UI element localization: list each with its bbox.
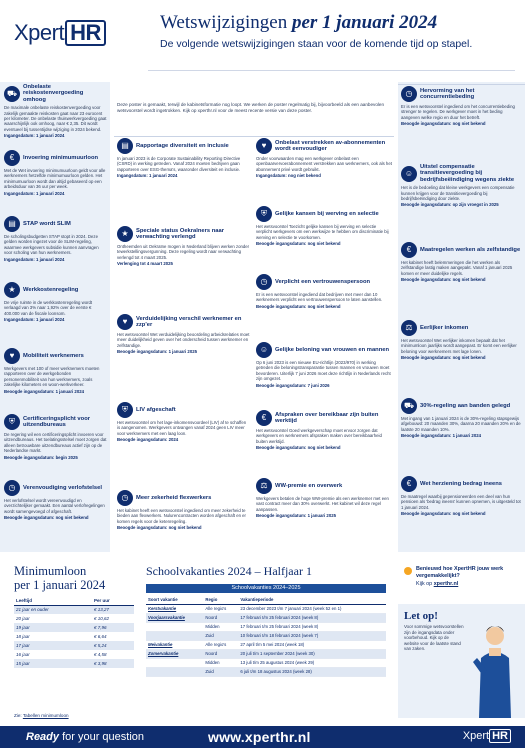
tagline-em: Ready (26, 731, 60, 743)
footer-logo-hr: HR (489, 729, 511, 743)
section-divider (114, 136, 394, 137)
logo-text: Xpert (14, 20, 65, 45)
region-cell: Zuid (203, 667, 238, 676)
card-header (117, 226, 250, 242)
clock-icon: ◷ (117, 490, 133, 506)
info-card (117, 402, 250, 486)
card-text: Met ingang van 1 januari 2024 is de 30%-regeling stapsgewijs afgebouwd: 20 maanden 30%, daarna 20 maanden 20% en de laatste 20 maanden 10%. (401, 416, 521, 432)
card-text: Het wetsvoorstel om het lage-inkomensvoordeel (LIV) af te schaffen is aangenomen. Werkgevers ontvangen vanaf 2024 geen LIV meer voor werknemers met een laag loon. (117, 420, 247, 436)
info-card (256, 478, 392, 542)
card-text: Het wetsvoorstel Goed werkgeverschap moet ervoor zorgen dat werkgevers en werknemers afspraken maken over bereikbaarheid buiten werktijd. (256, 428, 382, 444)
chart-icon: ▤ (4, 216, 20, 232)
rate-cell: € 4,58 (94, 652, 107, 657)
table-row (14, 623, 134, 632)
section-divider (398, 84, 525, 85)
card-header (256, 410, 392, 426)
age-cell: 18 jaar (16, 634, 30, 639)
card-text: Werkgevers betalen de hoge WW-premie als een werknemer met een vast contract meer dan 30% overwerkt. Het kabinet wil deze regel aanpassen. (256, 496, 389, 512)
card-header (117, 490, 250, 506)
header-rate: Per uur (92, 596, 134, 605)
age-cell: 20 jaar (16, 616, 30, 621)
card-header (117, 138, 250, 154)
vacation-type-cell[interactable]: Meivakantie (146, 640, 203, 649)
card-header (4, 216, 107, 232)
card-header (4, 480, 107, 496)
table-row (146, 667, 386, 676)
period-cell: 23 december 2023 t/m 7 januari 2024 (week 52 en 1) (238, 604, 386, 613)
promo-box (398, 560, 525, 600)
euro-icon: € (256, 410, 272, 426)
card-title: Onbelaste reiskostenvergoeding omhoog (23, 84, 84, 103)
page-subtitle: De volgende wetswijzigingen staan voor de komende tijd op stapel. (160, 38, 473, 50)
promo-question: Benieuwd hoe XpertHR jouw werk vergemakkelijkt? (416, 566, 504, 579)
kijk-label: Kijk op (416, 581, 434, 587)
info-card (4, 282, 107, 344)
rate-cell: € 6,64 (94, 634, 107, 639)
card-title: WW-premie en overwerk (275, 482, 343, 489)
coin-icon: € (401, 476, 417, 492)
card-header (117, 402, 250, 418)
shield-icon: ⛨ (4, 414, 20, 430)
minimumloon-title-2: per 1 januari 2024 (14, 578, 106, 592)
footer (0, 726, 525, 748)
card-header (401, 164, 521, 183)
car-icon: ⛟ (4, 86, 20, 102)
card-header (401, 320, 521, 336)
card-header (256, 274, 392, 290)
card-title: STAP wordt SLIM (23, 220, 71, 227)
card-header (256, 206, 392, 222)
thumbs-icon: ♥ (256, 138, 272, 154)
card-date: Beoogde ingangsdatum: 1 januari 2025 (117, 349, 197, 355)
card-title: Uitstel compensatie transitievergoeding bij bedrijfsbeëindiging wegens ziekte (420, 164, 515, 183)
info-card (401, 320, 521, 394)
clock-icon: ◷ (401, 86, 417, 102)
table-header-row (14, 596, 134, 605)
page-title (160, 12, 437, 34)
card-date: Beoogde ingangsdatum: nog niet bekend (401, 277, 486, 283)
footer-url-link[interactable]: www.xperthr.nl (208, 729, 311, 745)
card-text: Het wetsvoorstel Wet verduidelijking beoordeling arbeidsrelaties moet meer duidelijkheid geven over het onderscheid tussen werknemer en zelfstandige. (117, 332, 250, 348)
kijk-link[interactable]: xperthr.nl (433, 581, 459, 587)
minimumloon-link[interactable] (14, 713, 69, 718)
card-date: Beoogde ingangsdatum: 1 januari 2024 (401, 433, 481, 439)
card-header (401, 242, 521, 258)
table-row (14, 614, 134, 623)
link-text[interactable]: Tabellen minimumloon (22, 713, 69, 718)
region-cell: Midden (203, 658, 238, 667)
card-date: Verlenging tot 4 maart 2025 (117, 261, 173, 267)
card-date: Ingangsdatum: 1 januari 2024 (4, 317, 65, 323)
letop-text: Voor sommige wetsvoorstellen zijn de ingangsdata onder voorbehoud. Kijk op de website voor de laatste stand van zaken. (404, 624, 464, 652)
logo-hr-box: HR (65, 20, 106, 46)
card-title: Maatregelen werken als zelfstandige (420, 246, 521, 253)
info-card (117, 226, 250, 310)
header-type: Soort vakantie (146, 595, 203, 604)
rate-cell: € 5,24 (92, 641, 134, 650)
card-title: Hervorming van het concurrentiebeding (420, 87, 475, 100)
footer-logo-text: Xpert (462, 730, 490, 742)
card-text: De maximale onbelaste reiskostenvergoeding voor zakelijk gemaakte reiskosten gaat naar 23 eurocent per kilometer. De onbelaste thuiswerkvergoeding gaat waarschijnlijk ook omhoog, naar € 2,35. Dit wordt eventueel bij tussentijdse wijziging in 2024 bekend. (4, 105, 107, 132)
info-card (401, 476, 521, 550)
card-header (4, 414, 107, 430)
badge-icon: ★ (117, 226, 133, 242)
info-card (4, 216, 107, 278)
badge-icon: ★ (4, 282, 20, 298)
card-date: Beoogde ingangsdatum: nog niet bekend (4, 515, 89, 521)
info-card (401, 164, 521, 238)
card-date: Ingangsdatum: 1 januari 2024 (4, 133, 65, 139)
card-title: Gelijke kansen bij werving en selectie (275, 210, 379, 217)
header-period: Vakantieperiode (238, 595, 386, 604)
age-cell: 15 jaar (14, 659, 92, 668)
info-card (256, 410, 392, 474)
info-card (401, 398, 521, 472)
clock-icon: ◷ (4, 480, 20, 496)
info-card (256, 274, 392, 338)
card-title: Onbelast verstrekken av-abonnementen wordt eenvoudiger (275, 139, 386, 152)
person-illustration-icon (469, 618, 519, 718)
card-title: Certificeringsplicht voor uitzendbureaus (23, 415, 90, 428)
info-card (4, 480, 107, 542)
rate-cell: € 3,98 (92, 659, 134, 668)
shield-icon: ⛨ (117, 402, 133, 418)
card-title: Speciale status Oekraïners naar verwachting verlengd (136, 227, 224, 240)
card-text: Ontheemden uit Oekraïne mogen in Nederland blijven werken zonder tewerkstellingsvergunning. Deze regeling wordt naar verwachting verlengd tot 4 maart 2025. (117, 244, 250, 260)
header-age: Leeftijd (14, 596, 92, 605)
info-card (401, 242, 521, 316)
car-icon: ⛟ (401, 398, 417, 414)
vacation-type-cell[interactable]: Zomervakantie (146, 649, 203, 658)
header (0, 0, 525, 82)
minimumloon-title-1: Minimumloon (14, 564, 87, 578)
table-row (146, 622, 386, 631)
rate-cell: € 10,62 (94, 616, 110, 621)
region-cell: Noord (203, 613, 238, 622)
card-date: Ingangsdatum: 1 januari 2024 (4, 190, 65, 196)
region-cell: Alle regio's (203, 640, 238, 649)
info-card (4, 84, 107, 146)
vacation-type-cell[interactable]: Voorjaarsvakantie (146, 613, 203, 622)
card-title: Mobiliteit werknemers (23, 352, 84, 359)
card-title: Meer zekerheid flexwerkers (136, 494, 212, 501)
info-card (401, 86, 521, 160)
xperthr-logo[interactable] (14, 20, 106, 46)
link-prefix: Zie: (14, 713, 23, 718)
region-cell: Midden (203, 622, 238, 631)
person-icon: ☺ (401, 166, 417, 182)
gavel-icon: ⚖ (401, 320, 417, 336)
card-date: Beoogde ingangsdatum: nog niet bekend (256, 241, 341, 247)
card-header (256, 478, 392, 494)
age-cell: 17 jaar (14, 641, 92, 650)
card-title: Wet herziening bedrag ineens (420, 480, 503, 487)
table-row (146, 640, 386, 649)
period-cell: 20 juli t/m 1 september 2024 (week 30) (238, 649, 386, 658)
header-divider (148, 70, 515, 71)
card-date: Beoogde ingangsdatum: 2024 (117, 437, 179, 443)
card-text: Werkgevers met 100 of meer werknemers moeten rapporteren over de werkgebonden personenmobiliteit van hun werknemers, zoals zakelijke kilometers en woon-werkverkeer. (4, 366, 100, 388)
card-title: Eerlijker inkomen (420, 324, 469, 331)
info-card (256, 342, 392, 406)
header-region: Regio (203, 595, 238, 604)
table-row (14, 659, 134, 668)
period-cell: 17 februari t/m 25 februari 2024 (week 8) (238, 622, 386, 631)
card-text: Het is de bedoeling dat kleine werkgevers een compensatie kunnen krijgen voor de transitievergoeding bij bedrijfsbeëindiging door ziekte. (401, 185, 515, 202)
vacation-type-cell[interactable] (146, 631, 203, 640)
minimumloon-title (14, 564, 105, 592)
shield-icon: ⛨ (256, 206, 272, 222)
card-date: Beoogde ingangsdatum: nog niet bekend (256, 445, 341, 451)
card-date: Beoogde ingangsdatum: 1 januari 2024 (4, 388, 84, 394)
card-text: Onder voorwaarden mag een werkgever onbelast een openbaarvervoerabonnement verstrekken aan werknemers, ook als het abonnement privé wordt gebruikt. (256, 156, 392, 172)
thumbs-icon: ♥ (4, 348, 20, 364)
schoolvakanties-title: Schoolvakanties 2024 – Halfjaar 1 (146, 564, 312, 578)
info-card (117, 138, 250, 222)
card-header (401, 398, 521, 414)
region-cell: Noord (203, 649, 238, 658)
card-text: Het wetsvoorstel Wet eerlijker inkomen bepaalt dat het minimumloon jaarlijks wordt aangepast. Er komt een eerlijker beloning voor werknemers met lage lonen. (401, 338, 517, 354)
card-date: Beoogde ingangsdatum: nog niet bekend (401, 121, 486, 127)
card-text: Er is een wetsvoorstel ingediend dat bedrijven met meer dan 10 werknemers verplicht een vertrouwenspersoon te laten aanstellen. (256, 292, 383, 303)
card-date: Beoogde ingangsdatum: nog niet bekend (256, 303, 341, 309)
card-text: Met de Wet invoering minimumuurloon geldt voor alle werknemers hetzelfde minimumuurloon gelden. Het minimumuurloon wordt dan altijd gebaseerd op een arbeidsduur van 36 uur per week. (4, 168, 106, 190)
clock-icon: ◷ (256, 274, 272, 290)
card-title: Verduidelijking verschil werknemer en zzp'er (136, 315, 242, 328)
card-header (4, 84, 107, 103)
card-header (4, 282, 107, 298)
vacation-type-cell[interactable] (146, 658, 203, 667)
info-card (256, 138, 392, 202)
region-cell: Alle regio's (203, 604, 238, 613)
card-date: Ingangsdatum: 1 januari 2024 (117, 173, 178, 179)
card-date: Beoogde ingangsdatum: 7 juni 2026 (256, 382, 330, 388)
info-card (4, 150, 107, 212)
period-cell: 17 februari t/m 25 februari 2024 (week 8) (238, 613, 386, 622)
card-text: Het kabinet heeft een wetsvoorstel ingediend om meer zekerheid te bieden aan flexwerkers. Nulurencontracten worden afgeschaft en er komen regels voor de ketenregeling. (117, 508, 246, 524)
card-header (256, 138, 392, 154)
vacation-type-cell[interactable] (146, 622, 203, 631)
vacation-type-cell[interactable] (146, 667, 203, 676)
region-cell: Zuid (203, 631, 238, 640)
card-text: Op 6 juni 2023 is een nieuwe EU-richtlijn (2023/970) in werking getreden die beloningstransparantie tussen mannen en vrouwen moet bevorderen. Uiterlijk 7 juni 2026 moet deze richtlijn in Nederlands recht zijn omgezet. (256, 360, 391, 382)
coin-icon: € (4, 150, 20, 166)
period-cell: 13 juli t/m 25 augustus 2024 (week 29) (238, 658, 386, 667)
promo-kijk[interactable] (416, 581, 458, 587)
gavel-icon: ⚖ (256, 478, 272, 494)
card-header (401, 86, 521, 102)
card-title: Rapportage diversiteit en inclusie (136, 142, 229, 149)
info-card (117, 314, 250, 398)
age-cell: 16 jaar (16, 652, 30, 657)
card-header (4, 150, 107, 166)
card-title: Invoering minimumuurloon (23, 154, 99, 161)
card-date: Beoogde ingangsdatum: op zijn vroegst in 2025 (401, 202, 499, 208)
euro-icon: € (401, 242, 417, 258)
card-header (4, 348, 107, 364)
letop-title: Let op! (404, 610, 438, 622)
card-date: Beoogde ingangsdatum: 1 januari 2025 (256, 513, 336, 519)
card-title: Verenvoudiging verlofstelsel (23, 484, 102, 491)
card-text: Het wetsvoorstel Toezicht gelijke kansen bij werving en selectie verplicht werkgevers om een werkwijze te hebben om discriminatie bij werving en selectie te voorkomen. (256, 224, 389, 240)
card-text: De scholingsbudgetten STAP stopt in 2024. Deze gelden worden ingezet voor de SLIM-regeling, waarmee werkgevers subsidie kunnen aanvragen voor scholing van hun werknemers. (4, 234, 99, 256)
card-date: Beoogde ingangsdatum: nog niet bekend (401, 355, 486, 361)
card-text: In januari 2023 is de Corporate Sustainability Reporting Directive (CSRD) in werking getreden. Vanaf 2024 moeten bedrijven gaan rapporteren over ESG-thema's, waaronder diversiteit en inclusie. (117, 156, 241, 172)
card-title: Verplicht een vertrouwenspersoon (275, 278, 371, 285)
info-card (256, 206, 392, 270)
thumbs-icon: ♥ (117, 314, 133, 330)
period-cell: 6 juli t/m 18 augustus 2024 (week 28) (238, 667, 386, 676)
table-row (146, 649, 386, 658)
vacation-type-cell[interactable]: Kerstvakantie (146, 604, 203, 613)
table-row (146, 631, 386, 640)
card-text: Het verlofstelsel wordt vereenvoudigd en overzichtelijker gemaakt. Een aantal verlofregelingen wordt samengevoegd of afgeschaft. (4, 498, 105, 514)
person-icon: ☺ (256, 342, 272, 358)
minimumloon-table (14, 596, 134, 668)
table-header-row (146, 595, 386, 604)
footer-logo[interactable] (463, 730, 511, 742)
card-date: Beoogde ingangsdatum: nog niet bekend (117, 525, 202, 531)
info-card (4, 414, 107, 476)
age-cell: 21 jaar en ouder (14, 605, 92, 614)
footer-tagline (26, 731, 144, 743)
card-date: Beoogde ingangsdatum: begin 2025 (4, 454, 78, 460)
tagline-rest: for your question (59, 731, 145, 743)
info-card (4, 348, 107, 410)
table-row (146, 658, 386, 667)
period-cell: 27 april t/m 5 mei 2024 (week 18) (238, 640, 386, 649)
intro-text: Deze poster is gemaakt, terwijl de kabinetsformatie nog loopt. We werken de poster regelmatig bij, bijvoorbeeld als een aanbevolen wetsvoorstel wordt ingetrokken. Kijk op xperthr.nl voor de meest recente versie van deze poster. (117, 102, 385, 113)
table-row (146, 613, 386, 622)
period-cell: 10 februari t/m 18 februari 2024 (week 7) (238, 631, 386, 640)
card-text: Er is een wetsvoorstel ingediend om het concurrentiebeding strenger te regelen. De werkgever moet in het beding aangeven welke regio en duur het betreft. (401, 104, 515, 120)
table-row (14, 650, 134, 659)
schoolvakanties-table (146, 595, 386, 677)
card-header (401, 476, 521, 492)
card-title: Afspraken over bereikbaar zijn buiten werktijd (275, 411, 379, 424)
card-title: Werkkostenregeling (23, 286, 79, 293)
rate-cell: € 13,27 (92, 605, 134, 614)
card-text: De maatregel waarbij gepensioneerden een deel van hun pensioen als 'bedrag ineens' kunnen opnemen, is uitgesteld tot 1 januari 2024. (401, 494, 521, 510)
card-header (256, 342, 392, 358)
title-emphasis: per 1 januari 2024 (291, 12, 438, 33)
chart-icon: ▤ (117, 138, 133, 154)
card-text: Het kabinet heeft belemmeringen die het werken als zelfstandige lastig maken aangepakt. Vanaf 1 januari 2025 komen er meer duidelijke regels. (401, 260, 513, 276)
table-row (146, 604, 386, 613)
rate-cell: € 7,96 (92, 623, 134, 632)
card-date: Beoogde ingangsdatum: nog niet bekend (401, 511, 486, 517)
table-row (14, 605, 134, 614)
letop-box (398, 604, 525, 718)
table-row (14, 641, 134, 650)
card-text: De vrije ruimte in de werkkostenregeling wordt verlaagd van 3% naar 1,92% over de eerste € 400.000 van de fiscale loonsom. (4, 300, 93, 316)
age-cell: 19 jaar (14, 623, 92, 632)
card-title: Gelijke beloning van vrouwen en mannen (275, 346, 390, 353)
title-main: Wetswijzigingen (160, 12, 292, 33)
card-title: 30%-regeling aan banden gelegd (420, 402, 511, 409)
schoolvakanties-band: Schoolvakanties 2024–2025 (146, 584, 386, 593)
card-header (117, 314, 250, 330)
bullet-icon (404, 567, 412, 575)
card-date: Ingangsdatum: nog niet bekend (256, 173, 321, 179)
card-text: De regering wil een certificeringsplicht invoeren voor uitzendbureaus. Het toelatingsstelsel moet zorgen dat alleen betrouwbare uitzendbureaus actief zijn op de Nederlandse markt. (4, 432, 107, 454)
table-row (14, 632, 134, 641)
card-title: LIV afgeschaft (136, 406, 176, 413)
card-date: Ingangsdatum: 1 januari 2024 (4, 256, 65, 262)
